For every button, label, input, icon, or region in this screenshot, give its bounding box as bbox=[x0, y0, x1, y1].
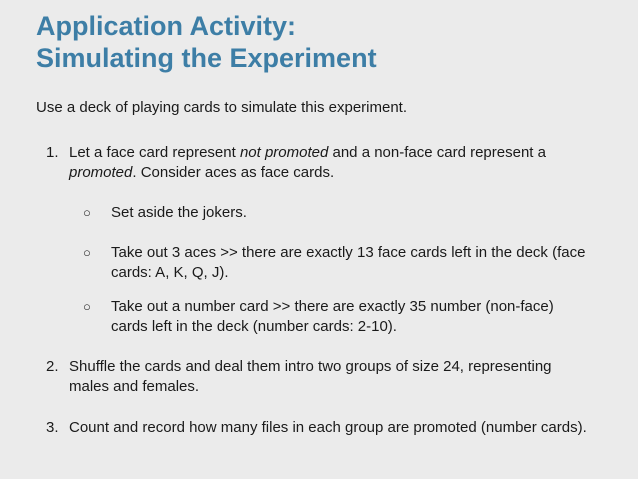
step-text-part: . Consider aces as face cards. bbox=[132, 164, 335, 181]
bullet-text: Take out 3 aces >> there are exactly 13 face cards left in the deck (face cards: A, K, Q, J). bbox=[111, 244, 586, 281]
step-emphasis: promoted bbox=[69, 164, 133, 181]
intro-text: Use a deck of playing cards to simulate this experiment. bbox=[36, 99, 408, 116]
step-number: 3. bbox=[46, 419, 59, 436]
title-line-2: Simulating the Experiment bbox=[36, 43, 377, 73]
step-text-part: and a non-face card represent a bbox=[328, 144, 546, 161]
step-number: 1. bbox=[46, 144, 59, 161]
bullet-marker: ○ bbox=[83, 245, 91, 260]
step-text bbox=[69, 143, 589, 183]
title-line-1: Application Activity: bbox=[36, 11, 297, 41]
step-text: Shuffle the cards and deal them intro two groups of size 24, representing males and females. bbox=[69, 358, 552, 395]
slide-title bbox=[36, 10, 377, 74]
step-number: 2. bbox=[46, 358, 59, 375]
bullet-text: Set aside the jokers. bbox=[111, 204, 247, 221]
bullet-text: Take out a number card >> there are exactly 35 number (non-face) cards left in the deck (number cards: 2-10). bbox=[111, 298, 554, 335]
bullet-marker: ○ bbox=[83, 299, 91, 314]
step-text-part: Let a face card represent bbox=[69, 144, 240, 161]
step-text: Count and record how many files in each group are promoted (number cards). bbox=[69, 419, 587, 436]
step-emphasis: not promoted bbox=[239, 144, 329, 161]
bullet-marker: ○ bbox=[83, 205, 91, 220]
